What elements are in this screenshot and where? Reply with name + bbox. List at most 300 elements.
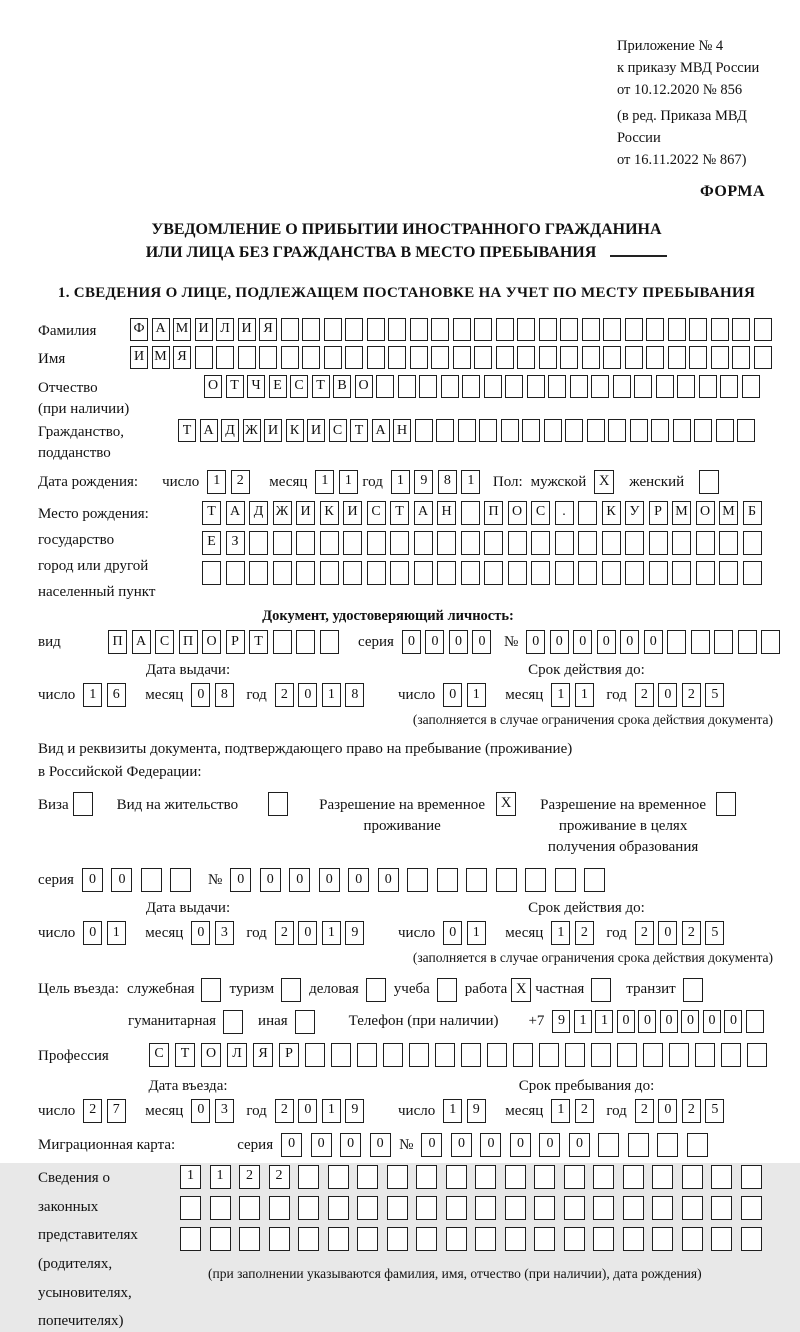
char-box [508,531,527,555]
migration-number-label: № [399,1136,414,1153]
char-box: Я [253,1043,273,1067]
char-box [719,561,738,585]
char-box [531,531,550,555]
char-box [367,561,386,585]
rvp-valid-day-boxes[interactable] [443,921,490,945]
char-box: 1 [207,470,226,494]
char-box: С [290,375,308,398]
residence-doc-intro [38,738,775,785]
char-box: А [132,630,151,654]
representatives-label-line: (родителях, [38,1255,113,1272]
char-box [578,501,597,525]
rvp-series-boxes[interactable] [82,868,200,892]
char-box [732,346,750,369]
char-box [501,419,519,442]
char-box [747,1043,767,1067]
doc-valid-month-boxes[interactable] [551,683,598,707]
doc-kind-boxes[interactable] [108,630,343,654]
birth-place-sublabel-city: город или другой [38,558,149,575]
char-box: С [149,1043,169,1067]
char-box [527,375,545,398]
char-box: Е [269,375,287,398]
char-box [564,1196,585,1220]
stay-month-boxes[interactable] [551,1099,598,1123]
char-box: А [372,419,390,442]
char-box: 2 [231,470,250,494]
char-box [593,1165,614,1189]
char-box: М [152,346,170,369]
representatives-label-line: представителях [38,1227,138,1244]
month-label: месяц [505,687,544,704]
year-label: год [606,925,627,942]
char-box: С [329,419,347,442]
char-box: М [672,501,691,525]
doc-series-boxes[interactable] [402,630,496,654]
rvp-issue-year-boxes[interactable] [275,921,369,945]
char-box [741,1227,762,1251]
char-box [667,630,686,654]
char-box [737,419,755,442]
representatives-rows [180,1165,770,1283]
char-box: 0 [425,630,444,654]
purpose-other-checkbox[interactable] [295,1010,315,1034]
char-box: 0 [191,921,210,945]
char-box [475,1196,496,1220]
char-box [409,1043,429,1067]
gender-male-label: мужской [530,473,587,490]
char-box [170,868,191,892]
form-title-line1: УВЕДОМЛЕНИЕ О ПРИБЫТИИ ИНОСТРАННОГО ГРАЖДАНИНА [151,221,662,239]
char-box: 1 [391,470,410,494]
char-box [517,346,535,369]
char-box [180,1196,201,1220]
char-box [741,1196,762,1220]
phone-boxes[interactable] [552,1010,767,1033]
char-box [630,419,648,442]
char-box [593,1227,614,1251]
char-box [195,346,213,369]
char-box [269,1196,290,1220]
birth-place-row2-boxes[interactable] [202,531,766,555]
char-box: 1 [595,1010,613,1033]
char-box: 1 [574,1010,592,1033]
char-box: Ч [247,375,265,398]
char-box [414,531,433,555]
char-box [582,318,600,341]
char-box: 0 [111,868,132,892]
char-box [387,1227,408,1251]
char-box: 9 [467,1099,486,1123]
char-box: 3 [215,921,234,945]
char-box [410,318,428,341]
char-box [281,346,299,369]
purpose-business-checkbox[interactable] [366,978,386,1002]
char-box [461,561,480,585]
char-box [682,1227,703,1251]
char-box: . [555,501,574,525]
char-box [643,1043,663,1067]
char-box: 8 [215,683,234,707]
birth-day-label: число [162,473,200,490]
representatives-label-line: усыновителях, [38,1284,132,1301]
char-box [584,868,605,892]
birth-place-label-block [38,501,202,603]
char-box [564,1165,585,1189]
char-box [210,1227,231,1251]
entry-month-boxes[interactable] [191,1099,238,1123]
purpose-study-checkbox[interactable] [437,978,457,1002]
char-box: И [307,419,325,442]
purpose-humanitarian-checkbox[interactable] [223,1010,243,1034]
char-box: 3 [215,1099,234,1123]
citizenship-boxes[interactable] [178,419,759,442]
purpose-other-label: иная [258,1013,288,1030]
doc-number-label: № [503,634,519,651]
char-box: 0 [660,1010,678,1033]
char-box: 2 [682,921,701,945]
char-box: 0 [617,1010,635,1033]
char-box [461,531,480,555]
char-box [711,1196,732,1220]
char-box [320,630,339,654]
char-box [376,375,394,398]
char-box: Л [216,318,234,341]
char-box: 0 [644,630,663,654]
char-box [652,1196,673,1220]
profession-label: Профессия [38,1047,109,1064]
char-box [695,1043,715,1067]
char-box [738,630,757,654]
birth-place-row1-boxes[interactable] [202,501,766,525]
gender-male-checkbox[interactable]: X [594,470,614,494]
migration-series-boxes[interactable] [281,1133,399,1157]
char-box: О [201,1043,221,1067]
rvp-valid-year-boxes[interactable] [635,921,729,945]
char-box: 0 [281,1133,302,1157]
char-box [475,1227,496,1251]
char-box [357,1227,378,1251]
entry-date-label: Дата въезда: [148,1077,228,1094]
char-box [466,868,487,892]
char-box [453,346,471,369]
representatives-row2-boxes[interactable] [180,1196,770,1220]
char-box: 0 [526,630,545,654]
char-box: Т [175,1043,195,1067]
given-name-boxes[interactable] [130,346,775,369]
char-box: 0 [449,630,468,654]
birth-year-label: год [362,473,383,490]
char-box [388,346,406,369]
migration-number-boxes[interactable] [421,1133,716,1157]
char-box [591,375,609,398]
char-box [603,346,621,369]
migration-card-label: Миграционная карта: [38,1136,176,1153]
char-box: 2 [275,921,294,945]
char-box [415,419,433,442]
rvp-valid-until-label: Срок действия до: [528,900,645,917]
char-box [555,561,574,585]
purpose-transit-checkbox[interactable] [683,978,703,1002]
char-box: Т [202,501,221,525]
day-label: число [398,687,436,704]
char-box: 1 [461,470,480,494]
char-box: 8 [345,683,364,707]
char-box: 1 [551,1099,570,1123]
surname-boxes[interactable] [130,318,775,341]
doc-issue-month-boxes[interactable] [191,683,238,707]
char-box: 2 [635,1099,654,1123]
char-box [646,346,664,369]
month-label: месяц [505,1102,544,1119]
temp-residence-education-checkbox[interactable] [716,792,736,816]
migration-series-label: серия [237,1136,274,1153]
char-box: И [195,318,213,341]
char-box: 9 [414,470,433,494]
char-box [649,561,668,585]
year-label: год [606,1102,627,1119]
char-box: И [238,318,256,341]
char-box [625,318,643,341]
gender-female-label: женский [629,473,685,490]
char-box: 0 [298,921,317,945]
char-box [534,1196,555,1220]
representatives-row1-boxes[interactable] [180,1165,770,1189]
char-box [446,1227,467,1251]
form-title [38,218,775,264]
birth-place-row3-boxes[interactable] [202,561,766,585]
char-box: 0 [724,1010,742,1033]
rvp-issue-day-boxes[interactable] [83,921,130,945]
char-box: Р [226,630,245,654]
char-box [419,375,437,398]
char-box [441,375,459,398]
char-box [657,1133,678,1157]
char-box [298,1165,319,1189]
char-box [673,419,691,442]
char-box [416,1227,437,1251]
char-box [570,375,588,398]
char-box [328,1165,349,1189]
char-box: 2 [635,921,654,945]
doc-series-label: серия [358,634,394,651]
char-box [416,1196,437,1220]
char-box: 1 [210,1165,231,1189]
char-box [721,1043,741,1067]
form-label: ФОРМА [699,182,765,200]
birth-year-boxes[interactable] [391,470,485,494]
char-box: 5 [705,921,724,945]
stay-until-label: Срок пребывания до: [518,1077,655,1094]
char-box: 0 [472,630,491,654]
char-box: 0 [421,1133,442,1157]
representatives-label-block [38,1165,180,1332]
birth-place-label: Место рождения: [38,505,149,522]
char-box [743,561,762,585]
month-label: месяц [505,925,544,942]
char-box: И [343,501,362,525]
edition-line: (в ред. Приказа МВД России [617,108,747,146]
char-box [539,1043,559,1067]
char-box: 0 [681,1010,699,1033]
char-box [437,868,458,892]
char-box [249,561,268,585]
char-box [296,561,315,585]
purpose-official-label: служебная [126,981,195,998]
char-box: 0 [402,630,421,654]
residence-permit-checkbox[interactable] [268,792,288,816]
char-box: 0 [658,683,677,707]
char-box [324,318,342,341]
char-box [742,375,760,398]
char-box [602,531,621,555]
char-box [696,561,715,585]
order-date-line: от 10.12.2020 № 856 [617,81,743,98]
char-box: 0 [230,868,251,892]
rvp-issue-month-boxes[interactable] [191,921,238,945]
char-box [210,1196,231,1220]
entry-day-boxes[interactable] [83,1099,130,1123]
char-box: 0 [573,630,592,654]
doc-issue-year-boxes[interactable] [275,683,369,707]
char-box: Т [312,375,330,398]
char-box: 0 [569,1133,590,1157]
char-box [578,531,597,555]
char-box: 0 [370,1133,391,1157]
char-box: А [226,501,245,525]
char-box [141,868,162,892]
char-box [461,501,480,525]
char-box [180,1227,201,1251]
char-box: Е [202,531,221,555]
char-box [669,1043,689,1067]
char-box: 0 [348,868,369,892]
stay-year-boxes[interactable] [635,1099,729,1123]
char-box: З [226,531,245,555]
visa-checkbox[interactable] [73,792,93,816]
char-box: 0 [340,1133,361,1157]
char-box: В [333,375,351,398]
char-box: 0 [597,630,616,654]
doc-number-boxes[interactable] [526,630,785,654]
char-box: И [130,346,148,369]
char-box [461,1043,481,1067]
patronymic-label-note: (при наличии) [38,400,130,417]
visit-purpose-label: Цель въезда: [38,981,119,998]
stay-day-boxes[interactable] [443,1099,490,1123]
char-box [646,318,664,341]
doc-valid-year-boxes[interactable] [635,683,729,707]
char-box: 0 [638,1010,656,1033]
char-box: 0 [658,1099,677,1123]
char-box [696,531,715,555]
char-box [652,1227,673,1251]
birth-month-boxes[interactable] [315,470,362,494]
purpose-official-checkbox[interactable] [201,978,221,1002]
visa-label: Виза [38,797,69,814]
char-box [216,346,234,369]
order-line: к приказу МВД России [617,59,760,76]
day-label: число [38,687,76,704]
char-box: Т [249,630,268,654]
rvp-series-label: серия [38,872,74,888]
char-box [487,1043,507,1067]
char-box [302,346,320,369]
char-box [531,561,550,585]
purpose-private-checkbox[interactable] [591,978,611,1002]
birth-place-sublabel-state: государство [38,531,115,548]
temp-residence-checkbox[interactable]: X [496,792,516,816]
char-box: 5 [705,683,724,707]
char-box [414,561,433,585]
char-box [719,531,738,555]
char-box: Н [393,419,411,442]
char-box: 1 [467,921,486,945]
doc-issue-day-boxes[interactable] [83,683,130,707]
identity-doc-heading: Документ, удостоверяющий личность: [262,607,514,624]
doc-valid-day-boxes[interactable] [443,683,490,707]
profession-boxes[interactable] [149,1043,773,1067]
char-box [682,1196,703,1220]
rvp-number-boxes[interactable] [230,868,614,892]
char-box: 2 [275,1099,294,1123]
char-box: П [179,630,198,654]
purpose-tourism-checkbox[interactable] [281,978,301,1002]
char-box [548,375,566,398]
citizenship-label2: подданство [38,445,111,462]
representatives-row3-boxes[interactable] [180,1227,770,1251]
char-box [691,630,710,654]
char-box: 0 [451,1133,472,1157]
char-box [388,318,406,341]
char-box: К [602,501,621,525]
char-box [367,346,385,369]
char-box [505,375,523,398]
surname-label: Фамилия [38,322,97,339]
char-box [534,1227,555,1251]
char-box [390,561,409,585]
char-box [410,346,428,369]
birth-day-boxes[interactable] [207,470,254,494]
char-box [699,375,717,398]
char-box: Я [259,318,277,341]
char-box: 1 [322,1099,341,1123]
representatives-note: (при заполнении указываются фамилия, имя, отчество (при наличии), дата рождения) [208,1265,702,1281]
char-box [435,1043,455,1067]
char-box [578,561,597,585]
char-box: 0 [510,1133,531,1157]
char-box [560,318,578,341]
char-box: Н [437,501,456,525]
char-box: П [484,501,503,525]
doc-valid-until-label: Срок действия до: [528,662,645,679]
char-box [525,868,546,892]
char-box [711,318,729,341]
residence-doc-intro-line2: в Российской Федерации: [38,763,202,780]
char-box: 1 [180,1165,201,1189]
gender-female-checkbox[interactable] [699,470,719,494]
char-box [357,1196,378,1220]
purpose-work-checkbox[interactable]: X [511,978,531,1002]
year-label: год [246,1102,267,1119]
char-box [239,1196,260,1220]
char-box [682,1165,703,1189]
char-box [587,419,605,442]
rvp-valid-month-boxes[interactable] [551,921,598,945]
entry-year-boxes[interactable] [275,1099,369,1123]
char-box [431,346,449,369]
char-box [496,346,514,369]
patronymic-boxes[interactable] [204,375,763,398]
